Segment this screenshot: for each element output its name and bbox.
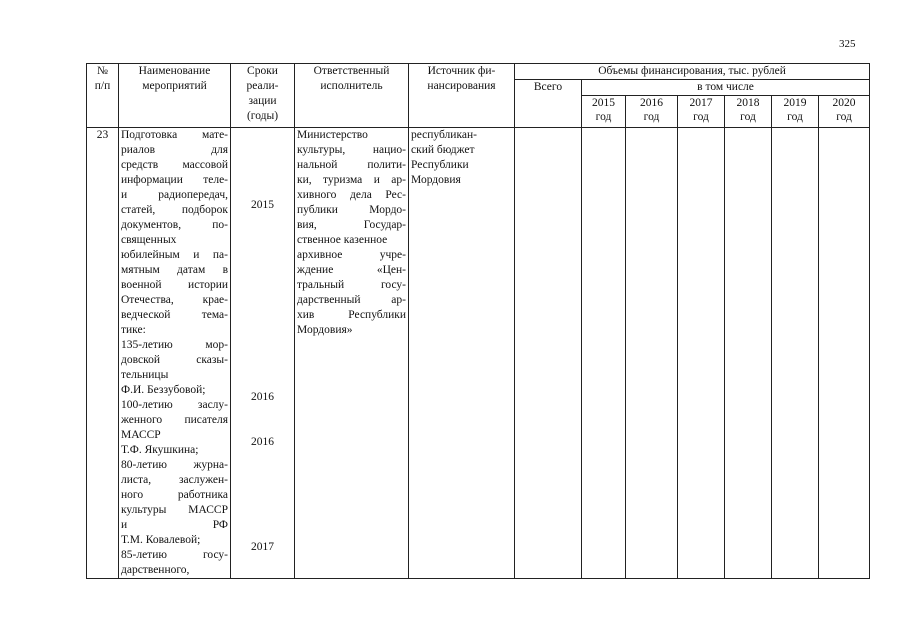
text-line: Республики xyxy=(411,159,469,171)
text-line: республикан- xyxy=(411,129,477,141)
text-line: средств массовой xyxy=(121,159,228,171)
header-executor: Ответственный исполнитель xyxy=(295,64,409,128)
text-line: Т.М. Ковалевой; xyxy=(121,534,201,546)
text-line: юбилейным и па- xyxy=(121,249,228,261)
year-value-2017 xyxy=(678,128,725,579)
text-line: дарственного, xyxy=(121,564,190,576)
responsible-executor xyxy=(295,128,409,579)
text-line: женного писателя xyxy=(121,414,228,426)
year-value-2018 xyxy=(725,128,772,579)
header-name: Наименование мероприятий xyxy=(119,64,231,128)
text-line: Мордовия xyxy=(411,174,461,186)
text-line: МАССР xyxy=(121,429,161,441)
text-line: священных xyxy=(121,234,177,246)
text-line: и радиопередач, xyxy=(121,189,228,201)
header-year-2018: 2018 год xyxy=(725,96,772,128)
text-line: тральный госу- xyxy=(297,279,406,291)
header-number: № п/п xyxy=(87,64,119,128)
header-term: Сроки реали- зации (годы) xyxy=(231,64,295,128)
term-value: 2017 xyxy=(251,541,274,553)
text-line: дарственный ар- xyxy=(297,294,406,306)
term-value: 2016 xyxy=(251,391,274,403)
text-line: 100-летию заслу- xyxy=(121,399,228,411)
text-line: ки, туризма и ар- xyxy=(297,174,406,186)
page-number: 325 xyxy=(839,38,856,50)
text-line: Мордовия» xyxy=(297,324,353,336)
table-row xyxy=(87,128,870,579)
term-cell xyxy=(231,128,295,579)
text-line: ведческой тема- xyxy=(121,309,228,321)
year-value-2020 xyxy=(819,128,870,579)
total-value xyxy=(515,128,582,579)
funding-source xyxy=(409,128,515,579)
text-line: военной истории xyxy=(121,279,228,291)
text-line: 135-летию мор- xyxy=(121,339,228,351)
header-year-2020: 2020 год xyxy=(819,96,870,128)
text-line: ждение «Цен- xyxy=(297,264,406,276)
text-line: статей, подборок xyxy=(121,204,228,216)
row-number: 23 xyxy=(87,128,119,579)
text-line: вия, Государ- xyxy=(297,219,406,231)
text-line: публики Мордо- xyxy=(297,204,406,216)
text-line: ственное казенное xyxy=(297,234,388,246)
text-line: архивное учре- xyxy=(297,249,406,261)
text-line: мятным датам в xyxy=(121,264,228,276)
header-including: в том числе xyxy=(582,80,870,96)
year-value-2019 xyxy=(772,128,819,579)
text-line: довской сказы- xyxy=(121,354,228,366)
text-line: Министерство xyxy=(297,129,368,141)
text-line: культуры МАССР xyxy=(121,504,228,516)
header-year-2016: 2016 год xyxy=(626,96,678,128)
text-line: информации теле- xyxy=(121,174,228,186)
header-source: Источник фи- нансирования xyxy=(409,64,515,128)
text-line: ский бюджет xyxy=(411,144,475,156)
year-value-2016 xyxy=(626,128,678,579)
text-line: Подготовка мате- xyxy=(121,129,228,141)
funding-plan-table xyxy=(86,63,870,579)
text-line: тельницы xyxy=(121,369,169,381)
text-line: хивного дела Рес- xyxy=(297,189,406,201)
header-total: Всего xyxy=(515,80,582,128)
header-year-2019: 2019 год xyxy=(772,96,819,128)
header-year-2015: 2015 год xyxy=(582,96,626,128)
term-value: 2015 xyxy=(251,199,274,211)
text-line: хив Республики xyxy=(297,309,406,321)
text-line: 85-летию госу- xyxy=(121,549,228,561)
year-value-2015 xyxy=(582,128,626,579)
text-line: и РФ xyxy=(121,519,228,531)
text-line: нальной полити- xyxy=(297,159,406,171)
text-line: культуры, нацио- xyxy=(297,144,406,156)
text-line: Т.Ф. Якушкина; xyxy=(121,444,199,456)
text-line: Отечества, крае- xyxy=(121,294,228,306)
text-line: документов, по- xyxy=(121,219,228,231)
header-funding: Объемы финансирования, тыс. рублей xyxy=(515,64,870,80)
text-line: ного работника xyxy=(121,489,228,501)
text-line: риалов для xyxy=(121,144,228,156)
text-line: тике: xyxy=(121,324,146,336)
measure-name xyxy=(119,128,231,579)
text-line: 80-летию журна- xyxy=(121,459,228,471)
header-year-2017: 2017 год xyxy=(678,96,725,128)
text-line: Ф.И. Беззубовой; xyxy=(121,384,206,396)
term-value: 2016 xyxy=(251,436,274,448)
text-line: листа, заслужен- xyxy=(121,474,228,486)
